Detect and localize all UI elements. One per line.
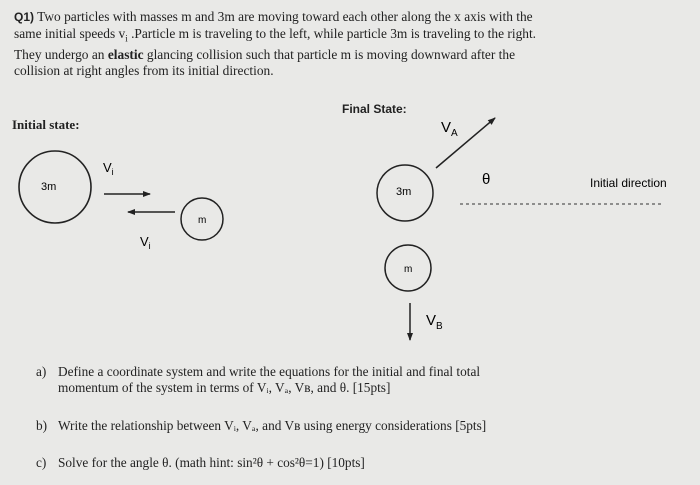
question-a-line-1: Define a coordinate system and write the equations for the initial and final total (58, 364, 481, 379)
vi-top-label: $V_i$ (103, 160, 114, 177)
problem-line-2: same initial speeds $v_i$ .Particle m is traveling to the left, while particle 3m is traveling to the right. (14, 25, 537, 44)
question-a (36, 364, 480, 396)
initial-3m-label: 3m (41, 181, 57, 193)
final-m-label: m (404, 264, 413, 275)
problem-line-4: collision at right angles from its initial direction. (14, 63, 274, 79)
va-label: $V_A$ (441, 119, 458, 139)
initial-m-label: m (198, 215, 207, 226)
initial-state-label: Initial state: (12, 117, 80, 132)
question-c-letter: c) (36, 455, 47, 470)
question-c-line-1: Solve for the angle θ. (math hint: sin²θ + cos²θ=1) [10pts] (58, 455, 365, 470)
problem-number: Q1) (14, 10, 35, 24)
vi-bottom-label: $V_i$ (140, 234, 151, 251)
theta-label: θ (482, 171, 491, 188)
vb-label: $V_B$ (426, 312, 443, 332)
question-b-letter: b) (36, 418, 48, 433)
question-b-line-1: Write the relationship between Vᵢ, Vₐ, and Vʙ using energy considerations [5pts] (58, 418, 487, 433)
question-b (36, 418, 486, 434)
initial-direction-label: Initial direction (590, 176, 667, 190)
question-c (36, 455, 365, 471)
final-3m-label: 3m (396, 186, 412, 198)
question-a-letter: a) (36, 364, 47, 379)
final-state-label: Final State: (342, 102, 407, 116)
problem-line-1: Two particles with masses m and 3m are moving toward each other along the x axis with the (37, 9, 533, 24)
problem-line-3: They undergo an elastic glancing collision such that particle m is moving downward after the (14, 46, 516, 62)
question-a-line-2: momentum of the system in terms of Vᵢ, Vₐ, Vʙ, and θ. [15pts] (58, 380, 391, 395)
